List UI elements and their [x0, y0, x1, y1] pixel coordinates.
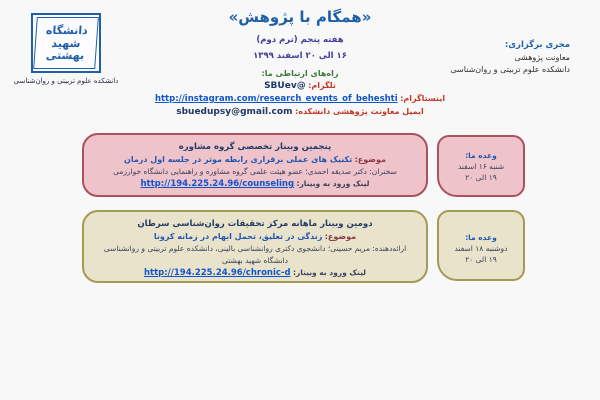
webinar1-link[interactable]: http://194.225.24.96/counseling	[140, 179, 295, 189]
webinar2-link-line	[84, 268, 426, 278]
webinar2-topic: زندگی در تعلیق، تحمل ابهام در زمانه کرونا	[153, 232, 323, 241]
webinar-card-cancer-psychology	[82, 210, 428, 283]
webinar1-topic-label: موضوع:	[354, 155, 386, 164]
schedule-chip-cancer-psychology	[437, 210, 525, 281]
webinar-card-counseling	[82, 133, 428, 197]
webinar1-link-line	[84, 179, 426, 189]
week-subtitle: هفته پنجم (ترم دوم)	[256, 35, 344, 45]
webinar2-title: دومین وبینار ماهانه مرکز تحقیقات روان‌شناسی سرطان	[137, 219, 373, 229]
organizer-label: مجری برگزاری:	[504, 40, 570, 50]
date-range: ۱۶ الی ۲۰ اسفند ۱۳۹۹	[253, 51, 347, 61]
instagram-label: اینستاگرام:	[400, 94, 446, 103]
header-block	[150, 8, 450, 61]
webinar1-title: پنجمین وبینار تخصصی گروه مشاوره	[178, 142, 332, 152]
webinar2-topic-label: موضوع:	[324, 232, 357, 241]
schedule1-time: ۱۹ الی ۲۰	[465, 173, 497, 182]
faculty-caption: دانشکده علوم تربیتی و روان‌شناسی	[13, 77, 119, 85]
webinar2-link-label: لینک ورود به وبینار:	[292, 268, 366, 277]
webinar1-topic-line	[84, 155, 426, 164]
webinar2-topic-line	[84, 232, 426, 241]
webinar1-speaker: سخنران: دکتر صدیقه احمدی؛ عضو هیئت علمی گروه مشاوره و راهنمایی دانشگاه خوارزمی	[113, 167, 397, 176]
instagram-line	[130, 94, 470, 104]
university-logo-emblem	[31, 13, 101, 73]
logo-text-line1: دانشگاه	[45, 23, 89, 37]
webinar1-topic: تکنیک های عملی برقراری رابطه موثر در جلسه اول درمان	[123, 155, 353, 164]
telegram-label: تلگرام:	[308, 81, 336, 90]
email-label: ایمیل معاونت پژوهشی دانشکده:	[295, 107, 424, 116]
schedule-chip-counseling	[437, 135, 525, 197]
contact-block	[130, 69, 470, 117]
university-logo-block	[5, 13, 127, 85]
telegram-line	[130, 81, 470, 91]
schedule1-label: وعده ما:	[465, 151, 497, 160]
webinar2-presenter-line2: دانشگاه شهید بهشتی	[221, 256, 289, 265]
schedule2-day: دوشنبه ۱۸ اسفند	[454, 244, 508, 253]
organizer-line2: دانشکده علوم تربیتی و روان‌شناسی	[450, 65, 570, 74]
contact-heading: راه‌های ارتباطی ما:	[261, 69, 339, 78]
logo-text-line2: شهید بهشتی	[45, 36, 85, 62]
schedule2-label: وعده ما:	[465, 233, 497, 242]
instagram-link[interactable]: http://instagram.com/research_events_of_beheshti	[154, 94, 398, 104]
schedule1-day: شنبه ۱۶ اسفند	[457, 162, 505, 171]
schedule2-time: ۱۹ الی ۲۰	[465, 255, 497, 264]
telegram-handle: @SBUev	[264, 81, 306, 91]
organizer-line1: معاونت پژوهشی	[514, 53, 570, 62]
email-line	[130, 107, 470, 117]
webinar2-link[interactable]: http://194.225.24.96/chronic-d	[144, 268, 291, 278]
webinar1-link-label: لینک ورود به وبینار:	[296, 179, 370, 188]
page-title: «همگام با پژوهش»	[228, 8, 372, 26]
webinar2-presenter: ارائه‌دهنده: مریم حسینی؛ دانشجوی دکتری روانشناسی بالینی، دانشکده علوم تربیتی و روانشناسی	[103, 244, 407, 253]
university-logo-calligraphy	[33, 17, 99, 69]
email-address: sbuedupsy@gmail.com	[176, 107, 293, 117]
